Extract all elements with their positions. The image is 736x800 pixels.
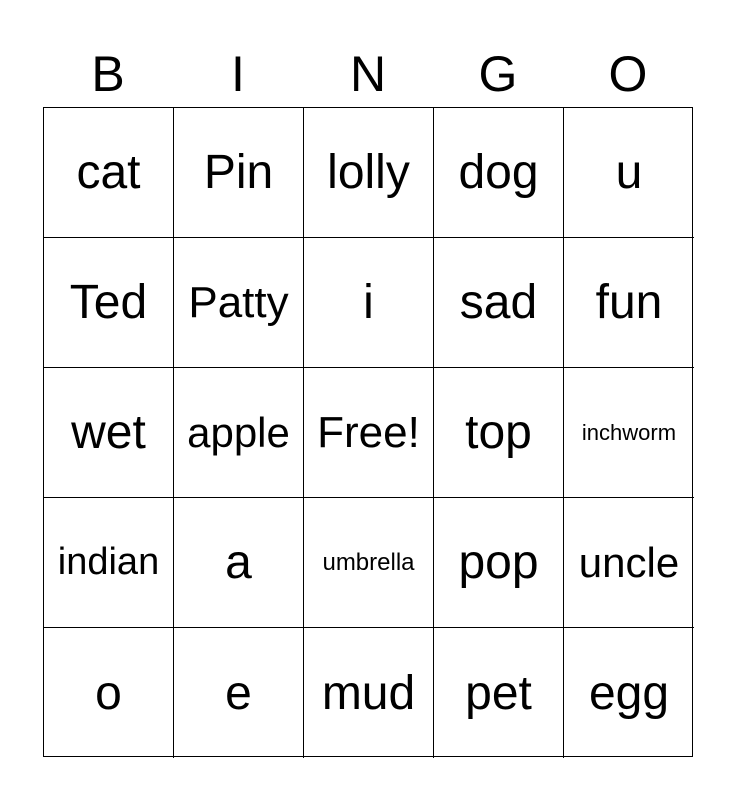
bingo-cell[interactable]: wet	[44, 368, 174, 498]
bingo-cell[interactable]: cat	[44, 108, 174, 238]
header-letter-n: N	[349, 46, 387, 102]
bingo-cell[interactable]: e	[174, 628, 304, 758]
bingo-cell[interactable]: Pin	[174, 108, 304, 238]
header-letter-o: O	[608, 46, 648, 102]
bingo-cell[interactable]: pop	[434, 498, 564, 628]
bingo-cell[interactable]: Patty	[174, 238, 304, 368]
header-letter-i: I	[231, 46, 245, 102]
bingo-cell[interactable]: mud	[304, 628, 434, 758]
bingo-cell[interactable]: indian	[44, 498, 174, 628]
bingo-header	[43, 42, 693, 106]
bingo-cell[interactable]: a	[174, 498, 304, 628]
bingo-cell[interactable]: lolly	[304, 108, 434, 238]
bingo-cell[interactable]: uncle	[564, 498, 694, 628]
bingo-cell[interactable]: apple	[174, 368, 304, 498]
bingo-cell[interactable]: top	[434, 368, 564, 498]
bingo-cell[interactable]: fun	[564, 238, 694, 368]
bingo-card-grid	[43, 107, 693, 757]
bingo-cell[interactable]: sad	[434, 238, 564, 368]
bingo-cell[interactable]: inchworm	[564, 368, 694, 498]
bingo-cell[interactable]: Ted	[44, 238, 174, 368]
bingo-cell[interactable]: i	[304, 238, 434, 368]
bingo-cell[interactable]: egg	[588, 666, 670, 720]
header-letter-g: G	[478, 46, 518, 102]
free-space-cell[interactable]: Free!	[304, 368, 434, 498]
header-letter-b: B	[91, 46, 125, 102]
bingo-cell[interactable]: dog	[434, 108, 564, 238]
bingo-cell[interactable]: umbrella	[304, 498, 434, 628]
bingo-cell[interactable]: u	[564, 108, 694, 238]
bingo-cell[interactable]: o	[44, 628, 174, 758]
bingo-cell[interactable]: pet	[434, 628, 564, 758]
